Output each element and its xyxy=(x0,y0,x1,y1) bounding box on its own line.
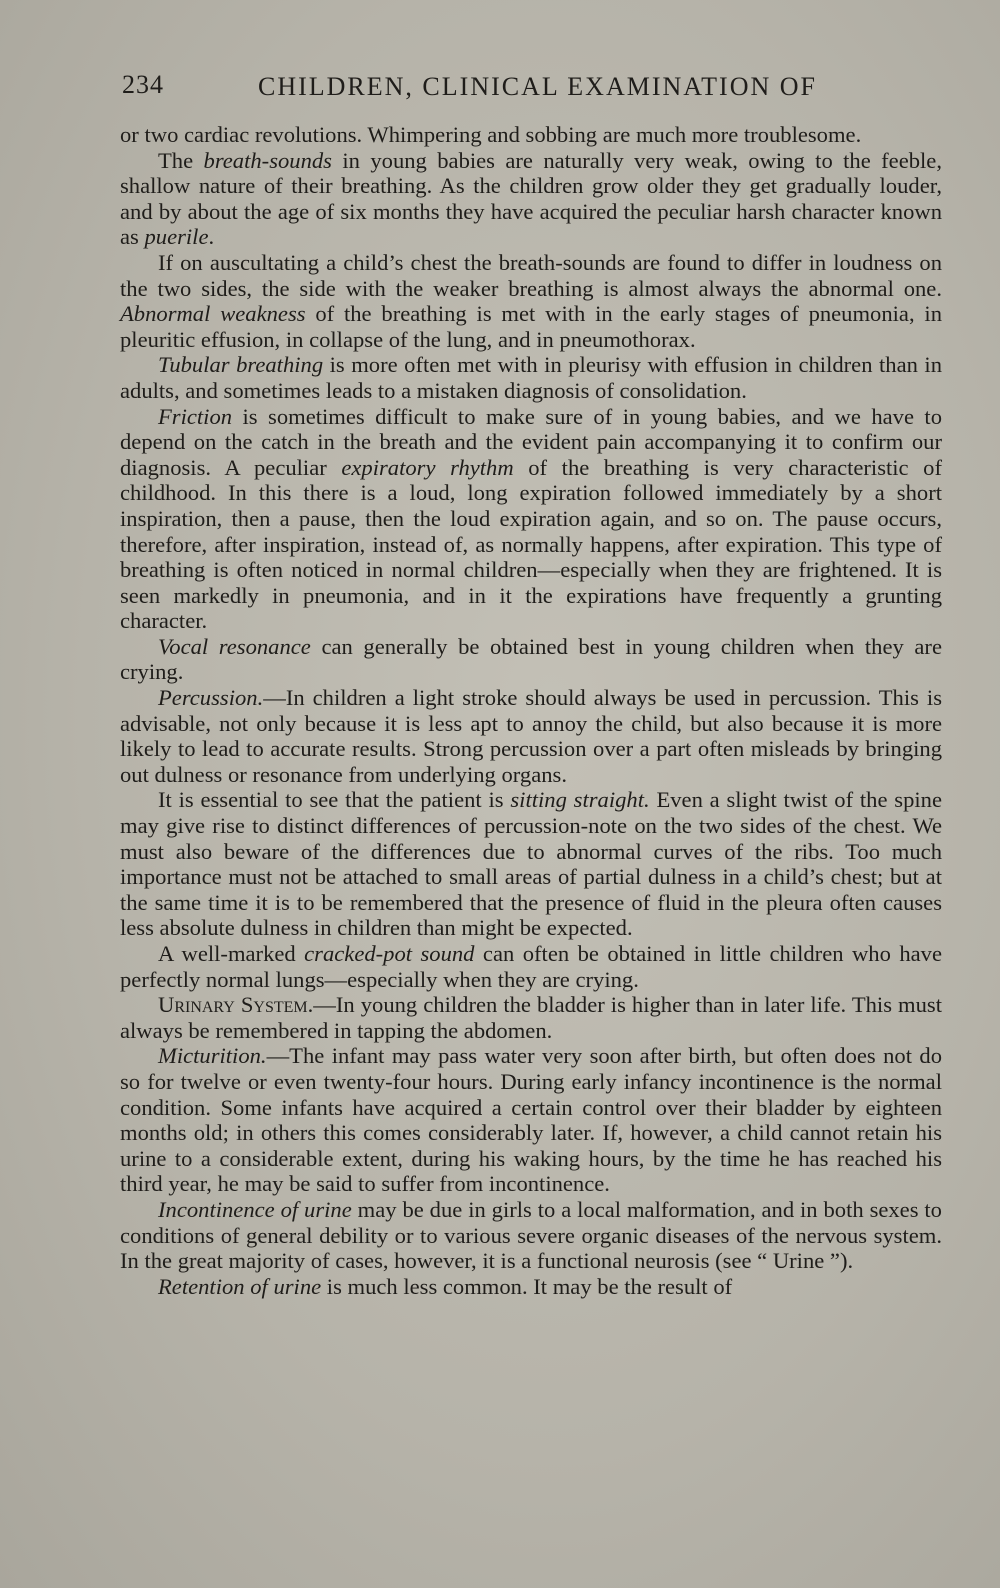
text-run: —The infant may pass water very soon after birth, but often does not do so for twelve or even twenty-four hours. During early infancy incontinence is the normal condition. Some infants have acquired a certain control over their bladder by eighteen months old; in others this comes considerably later. If, however, a child cannot retain his urine to a considerable extent, during his waking hours, by the time he has reached his third year, he may be said to suffer from incontinence. xyxy=(120,1043,942,1197)
italic-term: Incontinence of urine xyxy=(158,1196,352,1222)
text-run: can generally be obtained best in young children when they are crying. xyxy=(120,633,942,685)
text-run: in young babies are naturally very weak, owing to the feeble, shallow nature of their breathing. As the children grow older they get gradually louder, and by about the age of six months they have acquired the peculiar harsh character known as xyxy=(120,147,942,250)
text-run: or two cardiac revolutions. Whimpering and sobbing are much more troublesome. xyxy=(120,122,862,147)
italic-term: cracked-pot sound xyxy=(304,941,475,966)
italic-term: breath-sounds xyxy=(203,147,332,173)
text-run: Even a slight twist of the spine may give rise to distinct differences of percussion-note on the two sides of the chest. We must also beware of the differences due to abnormal curves of the ribs. Too much importance must not be attached to small areas of partial dulness in a child’s chest; but at the same time it is to be remembered that the presence of fluid in the pleura often causes less absolute dulness in children than might be expected. xyxy=(120,787,942,941)
body-text xyxy=(120,122,942,1299)
text-run: may be due in girls to a local malformation, and in both sexes to conditions of general debility or to various severe organic diseases of the nervous system. In the great majority of cases, however, it is a functional neurosis (see “ Urine ”). xyxy=(120,1196,942,1274)
paragraph xyxy=(120,404,942,634)
italic-term: Abnormal weakness xyxy=(120,301,306,327)
italic-term: puerile xyxy=(144,224,209,250)
text-run: can often be obtained in little children who have perfectly normal lungs—especially when they are crying. xyxy=(120,941,942,992)
paragraph xyxy=(120,685,942,787)
section-heading: Urinary System. xyxy=(158,992,314,1018)
paragraph xyxy=(120,1043,942,1197)
text-run: —In children a light stroke should always be used in percussion. This is advisable, not only because it is less apt to annoy the child, but also because it is more likely to lead to accurate results. Strong percussion over a part often misleads by bringing out dulness or resonance from underlying organs. xyxy=(120,685,942,787)
paragraph xyxy=(120,1197,942,1274)
running-title: CHILDREN, CLINICAL EXAMINATION OF xyxy=(258,72,817,101)
italic-term: expiratory rhythm xyxy=(341,454,514,480)
italic-term: Percussion. xyxy=(158,685,264,711)
paragraph xyxy=(120,148,942,250)
text-run: is sometimes difficult to make sure of in young babies, and we have to depend on the catch in the breath and the evident pain accompanying it to confirm our diagnosis. A peculiar xyxy=(120,403,942,480)
page-header xyxy=(122,64,942,108)
text-run: . xyxy=(208,224,215,250)
italic-term: Tubular breathing xyxy=(158,352,324,378)
text-run: It is essential to see that the patient is xyxy=(158,787,511,813)
paragraph xyxy=(120,787,942,941)
page-number: 234 xyxy=(122,70,164,99)
paragraph xyxy=(120,122,942,148)
paragraph xyxy=(120,634,942,685)
italic-term: Vocal resonance xyxy=(158,633,311,659)
text-run: A well-marked xyxy=(158,941,305,966)
italic-term: Micturition. xyxy=(158,1043,267,1069)
paragraph xyxy=(120,992,942,1043)
text-run: of the breathing is very characteristic of childhood. In this there is a loud, long expiration followed immediately by a short inspiration, then a pause, then the loud expiration again, and so on. The pause occurs, therefore, after inspiration, instead of, as normally happens, after expiration. This type of breathing is often noticed in normal children—especially when they are frightened. It is seen markedly in pneumonia, and in it the expirations have frequently a grunting character. xyxy=(120,454,942,634)
text-run: of the breathing is met with in the early stages of pneumonia, in pleuritic effusion, in collapse of the lung, and in pneumothorax. xyxy=(120,301,942,352)
italic-term: sitting straight. xyxy=(510,787,650,813)
text-run: is more often met with in pleurisy with effusion in children than in adults, and sometimes leads to a mistaken diagnosis of consolidation. xyxy=(120,352,942,403)
italic-term: Retention of urine xyxy=(158,1273,322,1299)
text-run: The xyxy=(158,147,204,173)
italic-term: Friction xyxy=(158,403,233,429)
text-run: is much less common. It may be the result of xyxy=(321,1273,733,1299)
text-run: —In young children the bladder is higher than in later life. This must always be remembered in tapping the abdomen. xyxy=(120,992,942,1043)
text-run: If on auscultating a child’s chest the breath-sounds are found to differ in loudness on the two sides, the side with the weaker breathing is almost always the abnormal one. xyxy=(120,249,942,301)
paragraph xyxy=(120,1274,942,1300)
paragraph xyxy=(120,352,942,403)
paragraph xyxy=(120,250,942,352)
paragraph xyxy=(120,941,942,992)
